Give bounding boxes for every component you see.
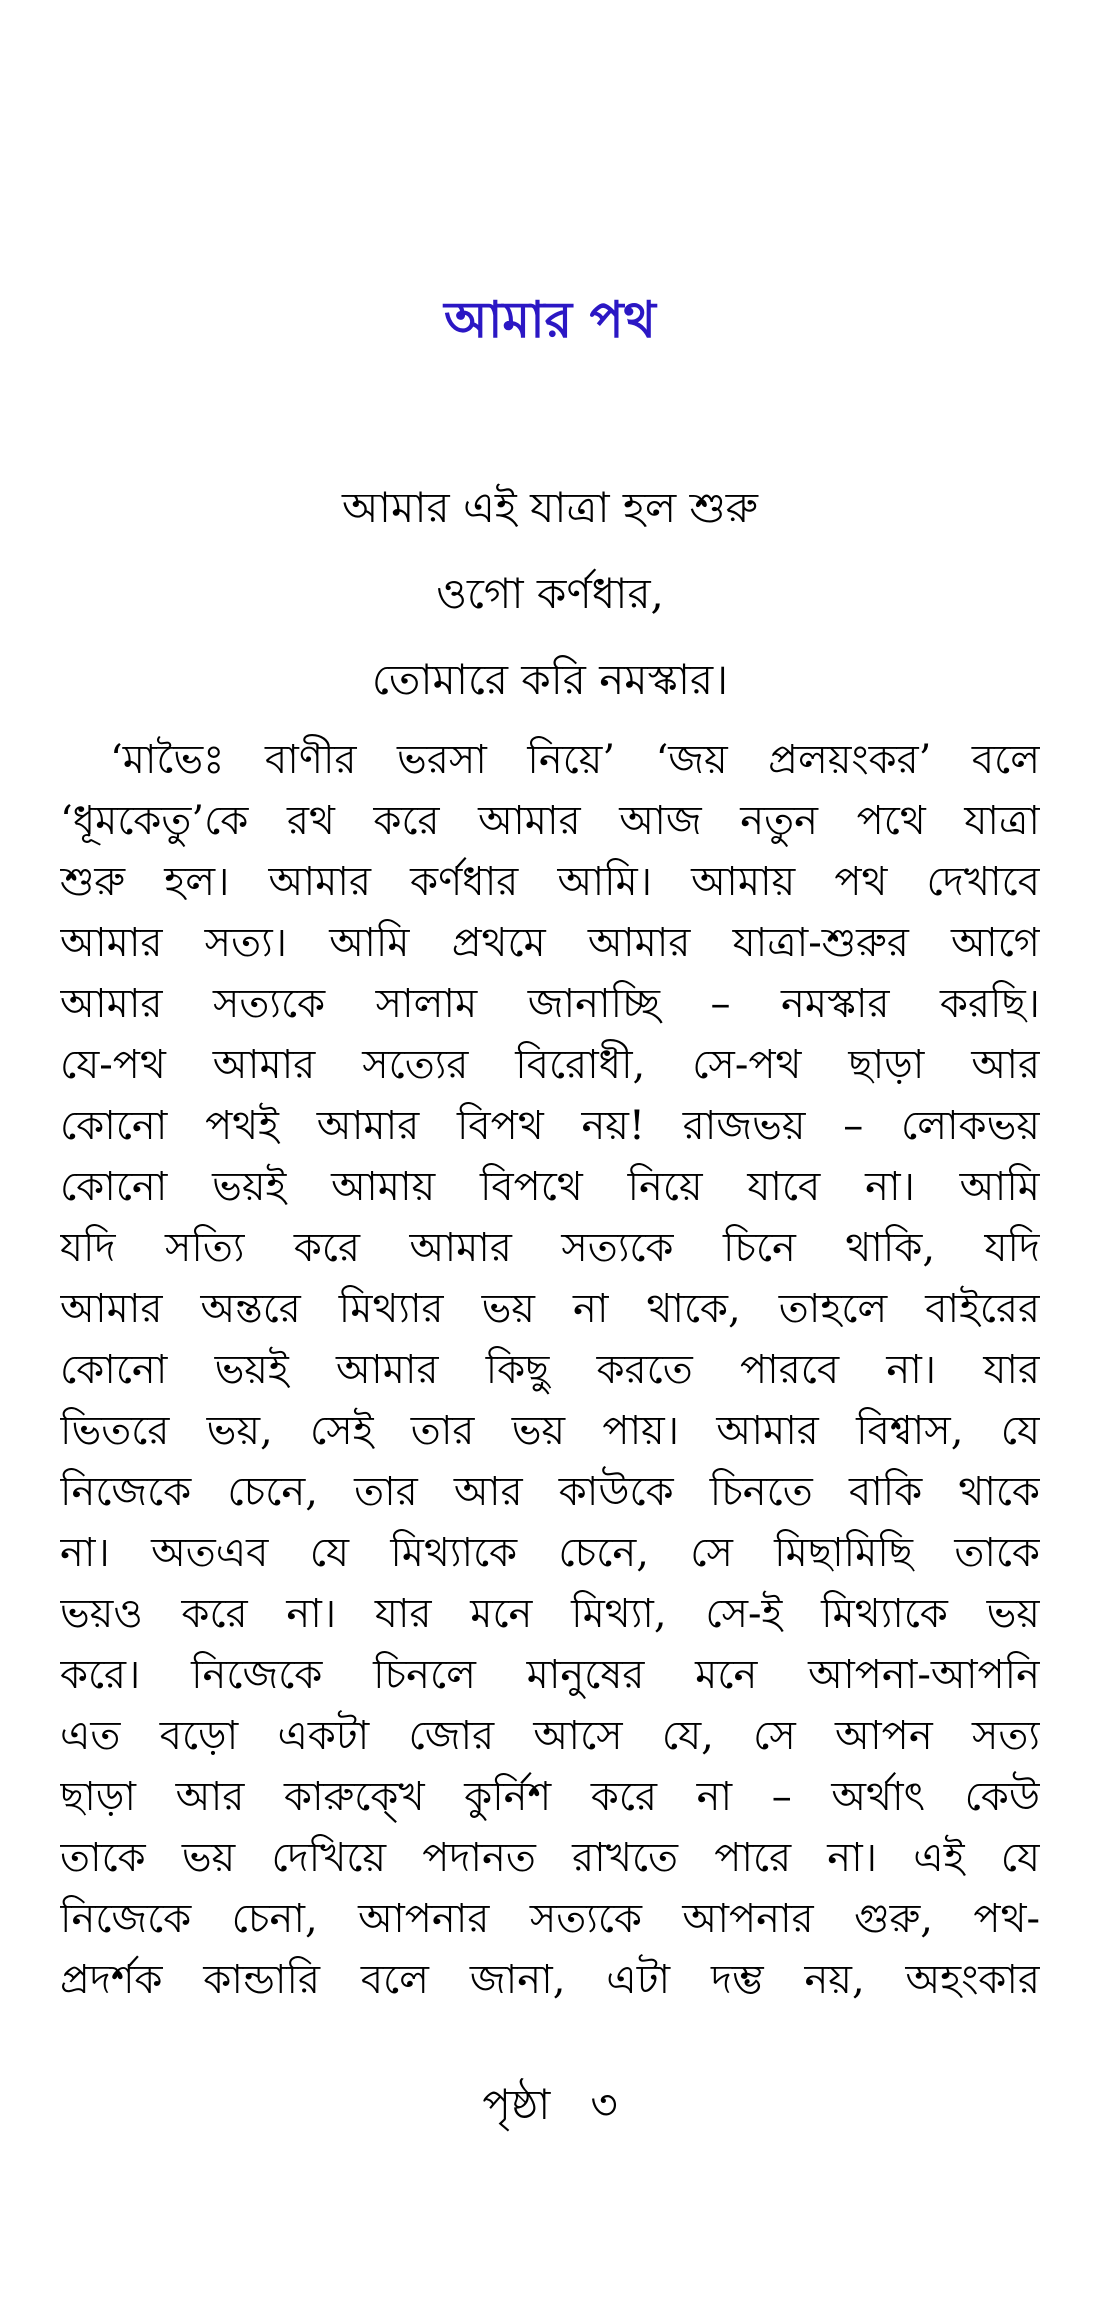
- page-title: আমার পথ: [444, 290, 656, 349]
- verse-line: তোমারে করি নমস্কার।: [371, 655, 729, 704]
- paragraph-line: ‘ধূমকেতু’কে রথ করে আমার আজ নতুন পথে যাত্রা: [60, 798, 1040, 844]
- paragraph-line: ‘মাভৈঃ বাণীর ভরসা নিয়ে’ ‘জয় প্রলয়ংকর’ বলে: [110, 737, 1040, 783]
- paragraph-line: না। অতএব যে মিথ্যাকে চেনে, সে মিছামিছি তাকে: [60, 1530, 1040, 1576]
- paragraph-line: শুরু হল। আমার কর্ণধার আমি। আমায় পথ দেখাবে: [60, 859, 1040, 905]
- paragraph-line: এত বড়ো একটা জোর আসে যে, সে আপন সত্য: [60, 1713, 1040, 1759]
- paragraph-line: করে। নিজেকে চিনলে মানুষের মনে আপনা-আপনি: [60, 1652, 1040, 1698]
- paragraph-line: ভিতরে ভয়, সেই তার ভয় পায়। আমার বিশ্বাস, যে: [60, 1408, 1040, 1454]
- verse-block: [0, 465, 1100, 723]
- paragraph-line: প্রদর্শক কান্ডারি বলে জানা, এটা দম্ভ নয়, অহংকার: [60, 1957, 1040, 2003]
- paragraph-line: কোনো পথই আমার বিপথ নয়! রাজভয় – লোকভয়: [60, 1103, 1040, 1149]
- paragraph-line: আমার অন্তরে মিথ্যার ভয় না থাকে, তাহলে বাইরের: [60, 1286, 1040, 1332]
- paragraph-line: যদি সত্যি করে আমার সত্যকে চিনে থাকি, যদি: [60, 1225, 1040, 1271]
- verse-line: ওগো কর্ণধার,: [436, 569, 664, 618]
- paragraph-line: যে-পথ আমার সত্যের বিরোধী, সে-পথ ছাড়া আর: [60, 1042, 1040, 1088]
- paragraph-line: নিজেকে চেনে, তার আর কাউকে চিনতে বাকি থাকে: [60, 1469, 1040, 1515]
- page-label: পৃষ্ঠা: [482, 2080, 551, 2129]
- body-paragraph: [60, 730, 1040, 2011]
- paragraph-line: ভয়ও করে না। যার মনে মিথ্যা, সে-ই মিথ্যাকে ভয়: [60, 1591, 1040, 1637]
- paragraph-line: আমার সত্য। আমি প্রথমে আমার যাত্রা-শুরুর আগে: [60, 920, 1040, 966]
- paragraph-line: কোনো ভয়ই আমায় বিপথে নিয়ে যাবে না। আমি: [60, 1164, 1040, 1210]
- paragraph-line: নিজেকে চেনা, আপনার সত্যকে আপনার গুরু, পথ-: [60, 1896, 1040, 1942]
- page-number: ৩: [590, 2080, 618, 2129]
- page-footer: [0, 2070, 1100, 2140]
- verse-line: আমার এই যাত্রা হল শুরু: [342, 483, 758, 532]
- paragraph-line: কোনো ভয়ই আমার কিছু করতে পারবে না। যার: [60, 1347, 1040, 1393]
- paragraph-line: আমার সত্যকে সালাম জানাচ্ছি – নমস্কার করছি।: [60, 981, 1040, 1027]
- paragraph-line: তাকে ভয় দেখিয়ে পদানত রাখতে পারে না। এই যে: [60, 1835, 1040, 1881]
- paragraph-line: ছাড়া আর কারুক্খে কুর্নিশ করে না – অর্থাৎ কেউ: [60, 1774, 1040, 1820]
